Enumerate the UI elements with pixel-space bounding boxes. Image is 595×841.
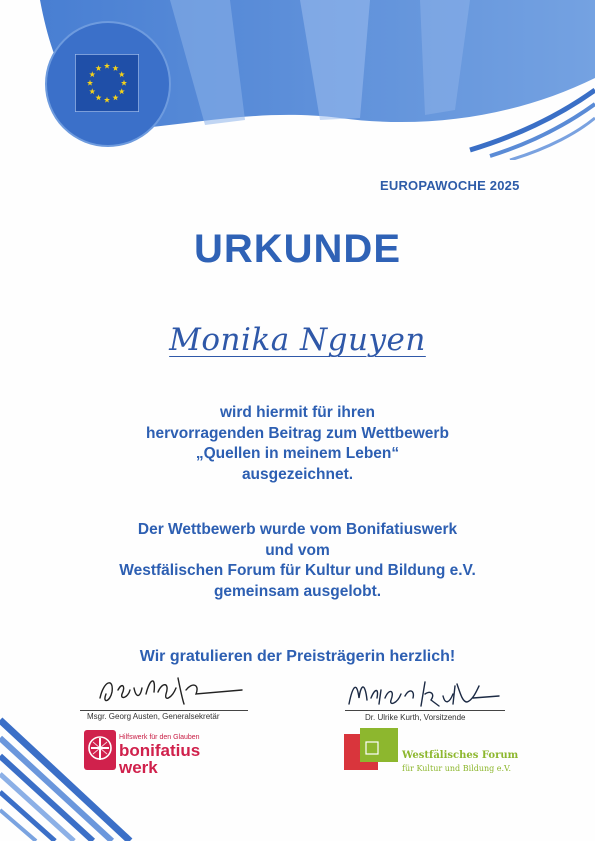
bonifatiuswerk-name (119, 742, 200, 776)
award-line: wird hiermit für ihren (219, 404, 375, 421)
organizer-line: Westfälischen Forum für Kultur und Bildung e.V. (119, 562, 476, 579)
right-signature-line (345, 710, 505, 711)
westfaelisches-forum-name: Westfälisches Forum (402, 750, 519, 761)
eu-flag-icon (75, 54, 139, 112)
left-handwritten-signature (92, 668, 252, 710)
left-signature-caption: Msgr. Georg Austen, Generalsekretär (87, 712, 220, 721)
right-handwritten-signature (345, 676, 505, 712)
organizer-line: und vom (265, 541, 330, 559)
congratulations-text: Wir gratulieren der Preisträgerin herzlich! (139, 648, 456, 665)
left-signature-line (80, 710, 248, 711)
westfaelisches-forum-subtitle: für Kultur und Bildung e.V. (402, 764, 511, 773)
organizer-line: gemeinsam ausgelobt. (213, 582, 382, 600)
bonifatiuswerk-name-line: bonifatius (119, 741, 201, 760)
event-label: EUROPAWOCHE 2025 (380, 178, 520, 193)
bonifatiuswerk-emblem-icon (84, 730, 116, 770)
right-signature-caption: Dr. Ulrike Kurth, Vorsitzende (365, 713, 466, 722)
organizer-line: Der Wettbewerb wurde vom Bonifatiuswerk (137, 521, 458, 538)
award-paragraph (0, 403, 595, 485)
bonifatiuswerk-name-line: werk (119, 758, 158, 777)
award-line: hervorragenden Beitrag zum Wettbewerb (146, 424, 449, 442)
organizer-paragraph (0, 520, 595, 602)
recipient-name: Monika Nguyen (169, 322, 426, 358)
certificate-title: URKUNDE (194, 227, 401, 271)
bonifatiuswerk-tagline: Hilfswerk für den Glauben (119, 734, 200, 741)
award-line: ausgezeichnet. (241, 465, 354, 483)
westfaelisches-forum-logo-icon (344, 728, 400, 770)
award-line: „Quellen in meinem Leben“ (195, 445, 400, 462)
